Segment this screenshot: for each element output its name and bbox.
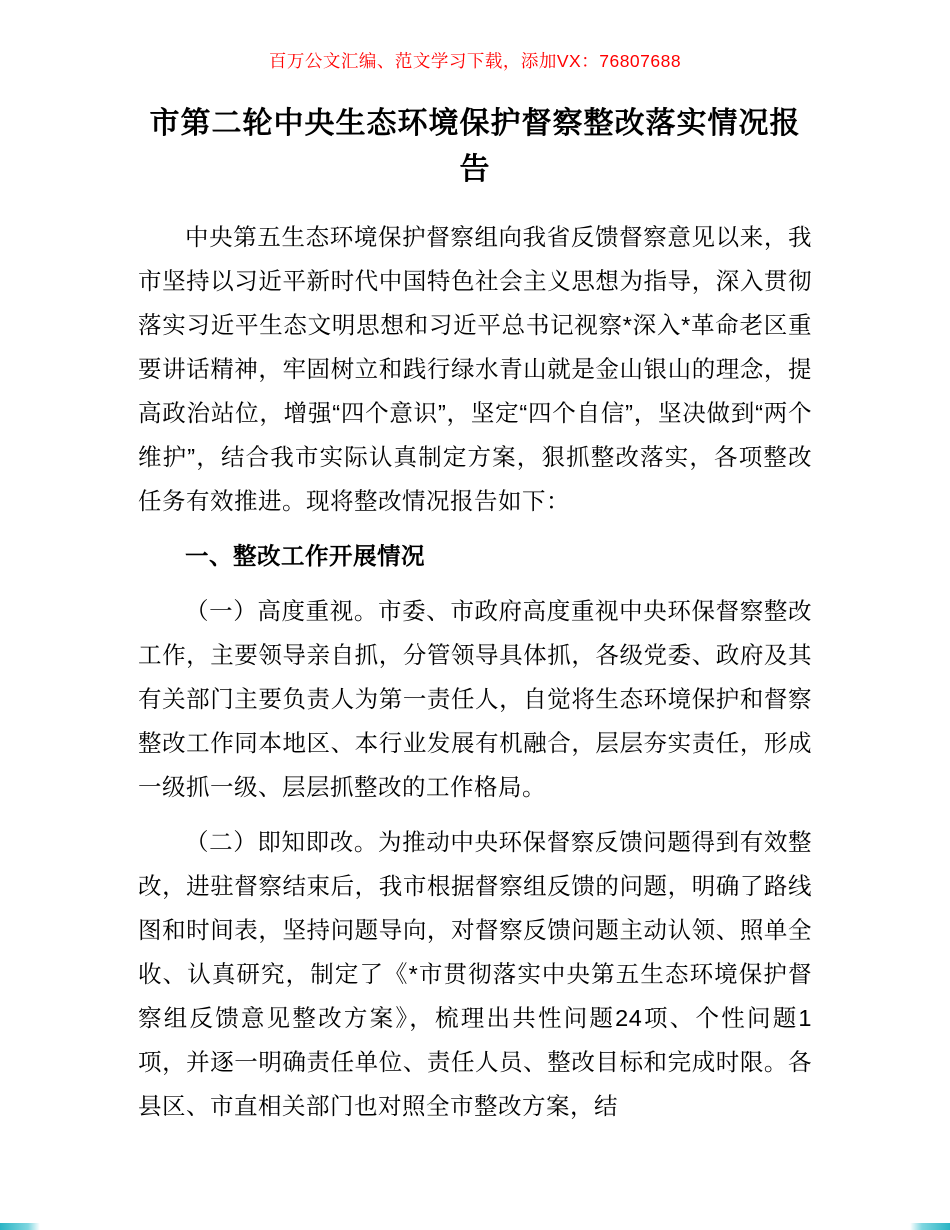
page-bottom-left-decoration bbox=[0, 1223, 40, 1230]
page-bottom-right-decoration bbox=[910, 1223, 950, 1230]
paragraph-intro: 中央第五生态环境保护督察组向我省反馈督察意见以来，我市坚持以习近平新时代中国特色社会主义思想为指导，深入贯彻落实习近平生态文明思想和习近平总书记视察*深入*革命老区重要讲话精神，牢固树立和践行绿水青山就是金山银山的理念，提高政治站位，增强“四个意识”，坚定“四个自信”，坚决做到“两个维护”，结合我市实际认真制定方案，狠抓整改落实，各项整改任务有效推进。现将整改情况报告如下： bbox=[138, 224, 812, 514]
paragraph-item-1: （一）高度重视。市委、市政府高度重视中央环保督察整改工作，主要领导亲自抓，分管领导具体抓，各级党委、政府及其有关部门主要负责人为第一责任人，自觉将生态环境保护和督察整改工作同本地区、本行业发展有机融合，层层夯实责任，形成一级抓一级、层层抓整改的工作格局。 bbox=[138, 598, 812, 800]
watermark-text: 百万公文汇编、范文学习下载，添加VX：76807688 bbox=[268, 51, 682, 71]
section-heading: 一、整改工作开展情况 bbox=[185, 543, 425, 569]
page-title: 市第二轮中央生态环境保护督察整改落实情况报告 bbox=[149, 107, 801, 186]
paragraph-item-2: （二）即知即改。为推动中央环保督察反馈问题得到有效整改，进驻督察结束后，我市根据督察组反馈的问题，明确了路线图和时间表，坚持问题导向，对督察反馈问题主动认领、照单全收、认真研究，制定了《*市贯彻落实中央第五生态环境保护督察组反馈意见整改方案》，梳理出共性问题24项、个性问题1项，并逐一明确责任单位、责任人员、整改目标和完成时限。各县区、市直相关部门也对照全市整改方案，结 bbox=[138, 829, 812, 1119]
